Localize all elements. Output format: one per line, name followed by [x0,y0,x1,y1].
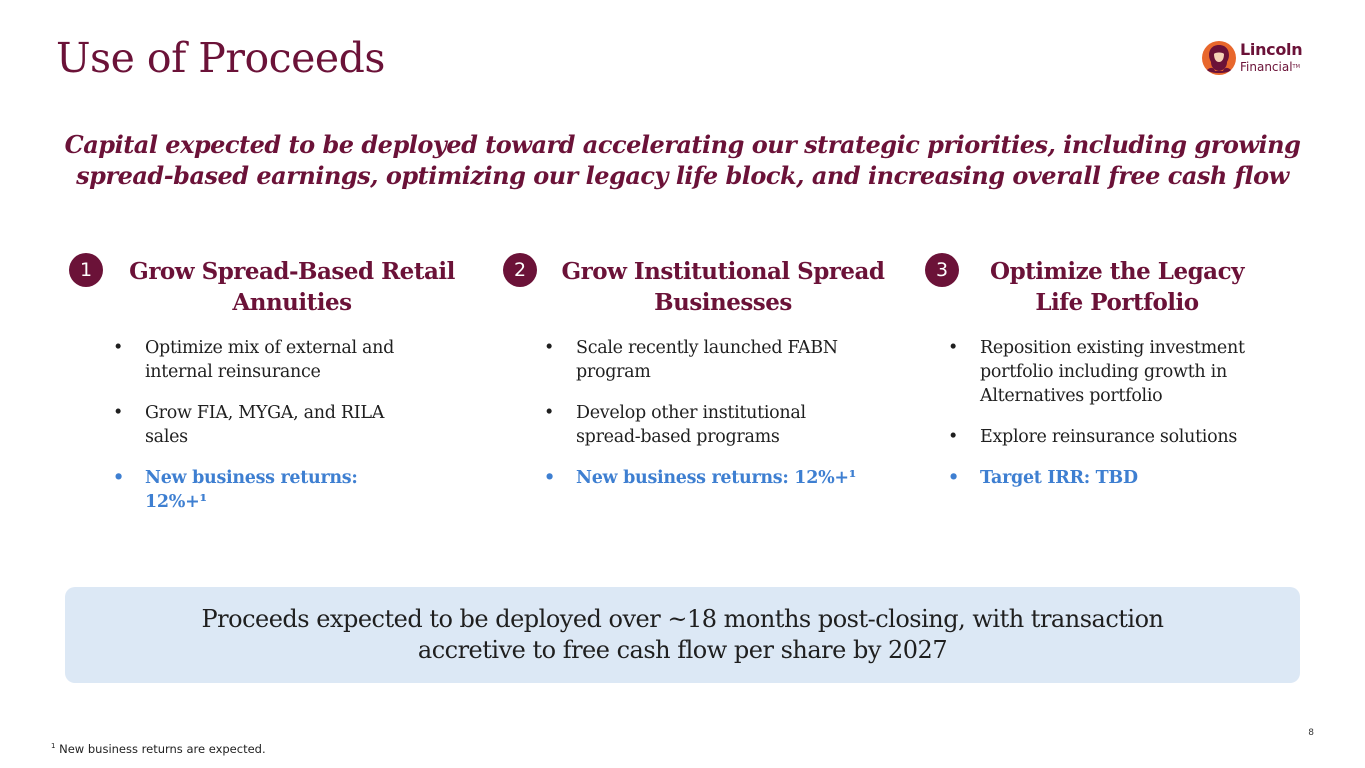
bullet-text: Develop other institutional spread-based programs [576,403,806,447]
pillar-heading-1-line-1: Grow Spread-Based Retail [129,258,455,285]
callout-text [65,604,1300,666]
bullet-item [544,336,864,384]
bullet-dot: • [113,338,124,358]
bullet-item [948,425,1268,449]
bullet-text: Scale recently launched FABN program [576,338,838,382]
bullet-text: Explore reinsurance solutions [980,427,1237,447]
pillar-number-badge-1: 1 [69,253,103,287]
page-number: 8 [1308,728,1314,738]
bullet-text: Grow FIA, MYGA, and RILA sales [145,403,385,447]
bullet-text: New business returns: 12%+¹ [576,468,857,488]
logo-wordmark: Lincoln [1240,40,1303,59]
slide-title: Use of Proceeds [56,34,385,82]
subtitle-line-1: Capital expected to be deployed toward accelerating our strategic priorities, including growing [64,130,1301,159]
bullet-dot: • [948,427,959,447]
pillar-number-badge-3: 3 [925,253,959,287]
pillar-bullets-2 [544,336,864,507]
subtitle-line-2: spread-based earnings, optimizing our legacy life block, and increasing overall free cash flow [76,161,1289,190]
callout-line-2: accretive to free cash flow per share by 2027 [417,636,948,664]
bullet-item-highlight [544,466,864,490]
pillar-heading-2 [540,256,906,318]
bullet-item [113,401,423,449]
pillar-heading-1 [106,256,478,318]
pillar-number-badge-2: 2 [503,253,537,287]
bullet-dot: • [948,338,959,358]
bullet-text: Target IRR: TBD [980,468,1138,488]
bullet-item-highlight [113,466,423,514]
logo-subtext: Financial™ [1240,60,1300,74]
pillar-heading-3-line-1: Optimize the Legacy [990,258,1244,285]
footnote-marker: 1 [51,742,56,751]
bullet-dot: • [544,468,555,488]
footnote-text: New business returns are expected. [55,742,266,756]
pillar-heading-2-line-2: Businesses [654,289,792,316]
footnote [51,742,266,756]
bullet-item [113,336,423,384]
bullet-dot: • [113,403,124,423]
bullet-text: Optimize mix of external and internal reinsurance [145,338,395,382]
pillar-heading-3 [962,256,1272,318]
callout-line-1: Proceeds expected to be deployed over ~18 months post-closing, with transaction [201,605,1164,633]
bullet-item [544,401,864,449]
lincoln-financial-logo [1201,38,1313,80]
bullet-dot: • [544,338,555,358]
pillar-heading-1-line-2: Annuities [232,289,352,316]
pillar-heading-2-line-1: Grow Institutional Spread [561,258,885,285]
bullet-text: Reposition existing investment portfolio including growth in Alternatives portfolio [980,338,1245,406]
pillar-heading-3-line-2: Life Portfolio [1035,289,1199,316]
bullet-dot: • [113,468,124,488]
callout-box [65,587,1300,683]
bullet-item-highlight [948,466,1268,490]
bullet-text: New business returns: 12%+¹ [145,468,358,512]
bullet-dot: • [948,468,959,488]
bullet-dot: • [544,403,555,423]
pillar-bullets-1 [113,336,423,531]
pillar-bullets-3 [948,336,1268,507]
bullet-item [948,336,1268,408]
lincoln-portrait-icon [1201,40,1237,76]
slide-subtitle [30,129,1335,191]
